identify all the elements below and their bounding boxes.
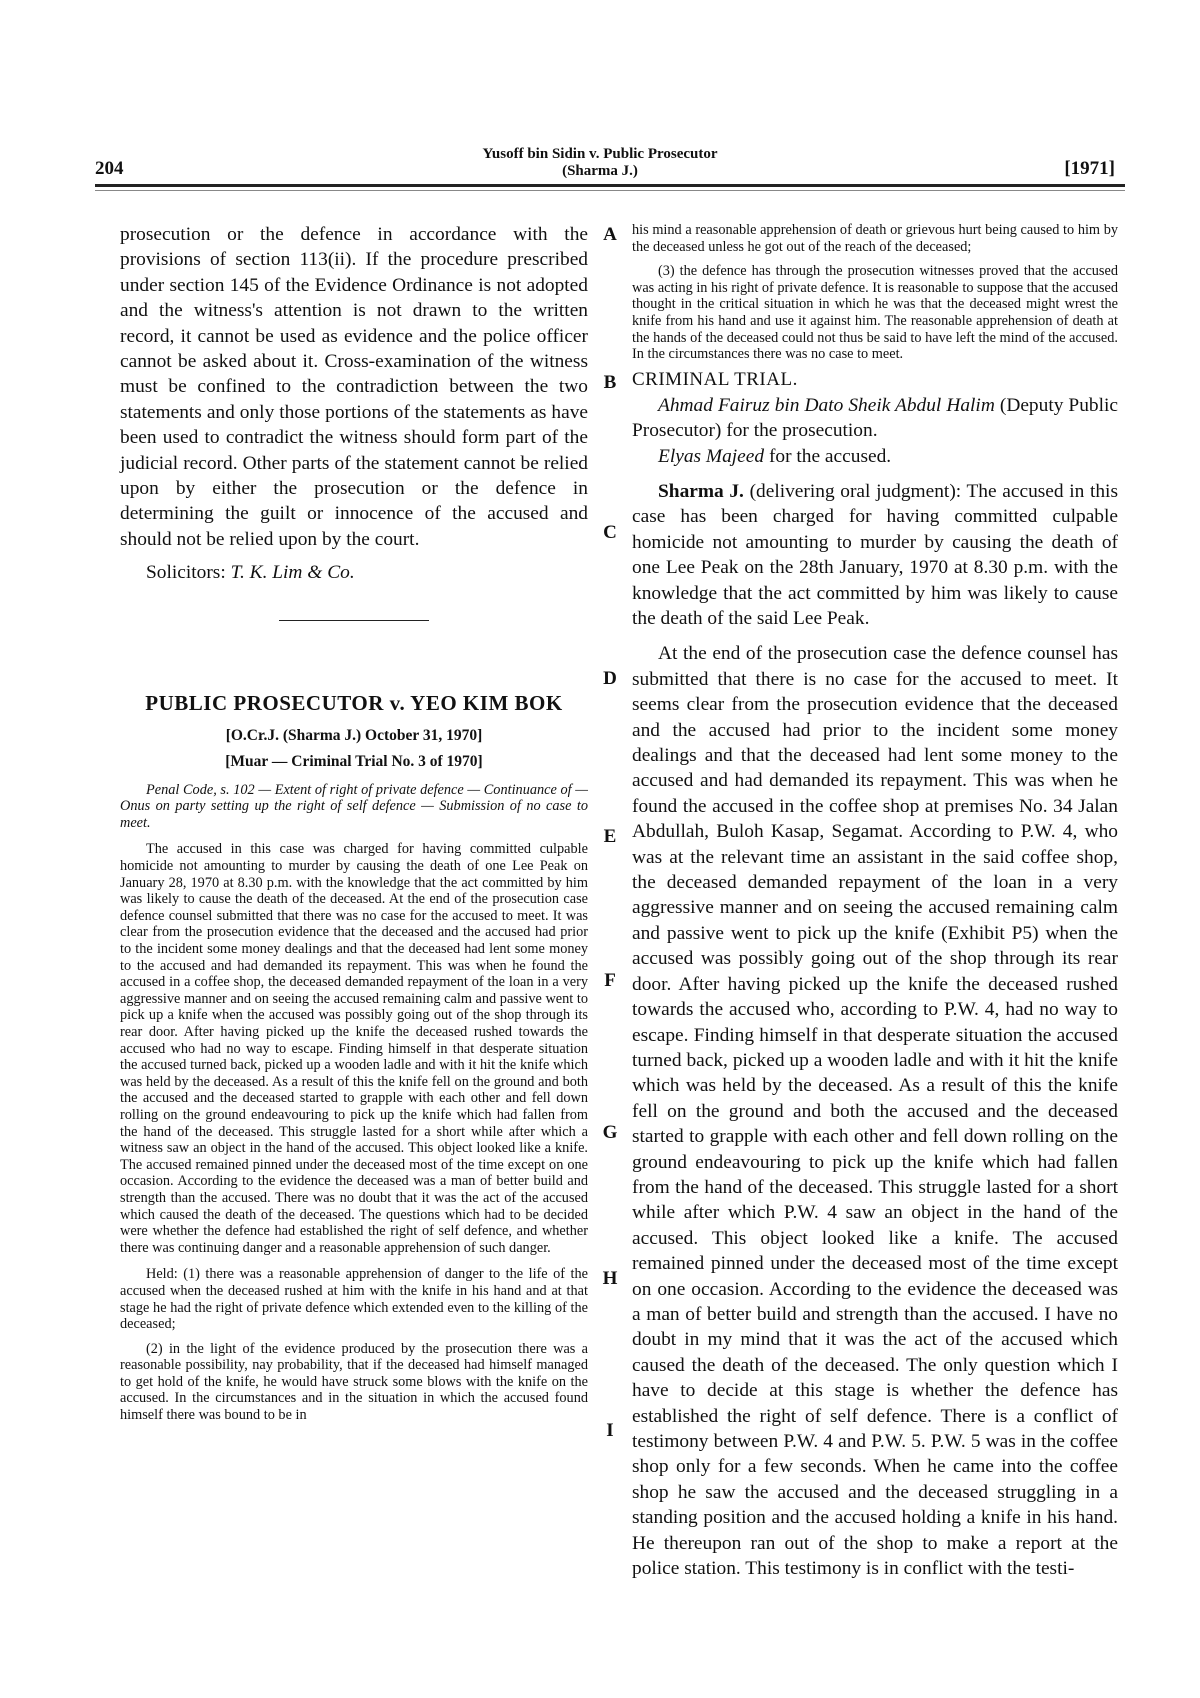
running-head-case: Yusoff bin Sidin v. Public Prosecutor — [482, 146, 718, 162]
margin-letter-g: G — [602, 1122, 618, 1143]
continuation-paragraph: prosecution or the defence in accordance with the provisions of section 113(ii). If the procedure prescribed under section 145 of the Evidence Ordinance is not adopted and the witness's attention is not drawn to the written record, it cannot be used as evidence and the police officer cannot be asked about it. Cross-examination of the witness must be confined to the contradiction between the two statements and only those portions of the statements as have been used to contradict the witness should form part of the judicial record. Other parts of the statement cannot be relied upon by either the prosecution or the defence in determining the guilt or innocence of the accused and should not be relied upon by the court. — [120, 224, 588, 550]
held-2-continued: his mind a reasonable apprehension of death or grievous hurt being caused to him by the deceased unless he got out of the reach of the deceased; — [632, 222, 1118, 255]
page-number: 204 — [95, 158, 124, 179]
margin-letter-f: F — [604, 970, 616, 991]
judgment-judge: Sharma J. — [658, 480, 744, 502]
solicitors-line — [120, 560, 588, 585]
margin-letter-a: A — [603, 224, 617, 245]
defence-counsel-line — [632, 444, 1118, 469]
court-line: [O.Cr.J. (Sharma J.) October 31, 1970] — [225, 726, 483, 744]
margin-letter-c: C — [603, 522, 617, 543]
prosecution-counsel-line — [632, 393, 1118, 444]
right-column — [632, 222, 1118, 1581]
judgment-paragraph-1 — [632, 479, 1118, 631]
solicitors-name: T. K. Lim & Co. — [230, 562, 355, 584]
section-divider — [279, 620, 429, 621]
margin-letter-e: E — [603, 826, 617, 847]
held-1: Held: (1) there was a reasonable apprehension of danger to the life of the accused when the deceased rushed at him with the knife in his hand and at that stage he had the right of private defence which extended even to the killing of the deceased; — [120, 1266, 588, 1333]
margin-letter-i: I — [606, 1420, 614, 1441]
trial-line: [Muar — Criminal Trial No. 3 of 1970] — [225, 752, 483, 770]
margin-letter-d: D — [603, 668, 617, 689]
margin-letter-b: B — [603, 372, 617, 393]
report-year: [1971] — [1064, 158, 1115, 179]
header-rule — [95, 184, 1125, 187]
defence-counsel: Elyas Majeed — [658, 445, 765, 467]
margin-letter-h: H — [602, 1268, 618, 1289]
prosecution-role: (Deputy Public Prosecutor) for the prosecution. — [632, 394, 1118, 442]
solicitors-label: Solicitors: — [146, 562, 226, 584]
held-3: (3) the defence has through the prosecution witnesses proved that the accused was acting in his right of private defence. It is reasonable to suppose that the accused thought in the critical situation in which he was that the deceased might wrest the knife from his hand and use it against him. The reasonable apprehension of death at the hands of the deceased could not thus be said to have left the mind of the accused. In the circumstances there was no case to meet. — [632, 263, 1118, 363]
case-title: PUBLIC PROSECUTOR v. YEO KIM BOK — [145, 690, 563, 715]
prosecution-counsel: Ahmad Fairuz bin Dato Sheik Abdul Halim — [658, 394, 995, 416]
judgment-text-1: (delivering oral judgment): The accused in this case has been charged for having committed culpable homicide not amounting to murder by causing the death of one Lee Peak on the 28th January, 1970 at 8.30 p.m. with the knowledge that the act committed by him was likely to cause the death of the said Lee Peak. — [632, 480, 1118, 629]
judgment-paragraph-2: At the end of the prosecution case the defence counsel has submitted that there is no case for the accused to meet. It seems clear from the prosecution evidence that the deceased and the accused had prior to the incident some money dealings and that the deceased had lent some money to the accused and had demanded its repayment. This was when he found the accused in the coffee shop at premises No. 34 Jalan Abdullah, Buloh Kasap, Segamat. According to P.W. 4, who was at the relevant time an assistant in the said coffee shop, the deceased demanded repayment of the loan in a very aggressive manner and on seeing the accused remaining calm and passive went to pick up the knife (Exhibit P5) when the accused was possibly going out of the shop through its rear door. After having picked up the knife the deceased rushed towards the accused who, according to P.W. 4, had no way to escape. Finding himself in that desperate situation the accused turned back, picked up a wooden ladle and with it hit the knife which was held by the deceased. As a result of this the knife fell on the ground and both the accused and the deceased started to grapple with each other and fell down rolling on the ground endeavouring to pick up the knife which had fallen from the hand of the deceased. This struggle lasted for a short while after which P.W. 4 saw an object in the hand of the accused. This object looked like a knife. The accused remained pinned under the deceased most of the time except on one occasion. According to the evidence the deceased was a man of better build and strength than the accused. I have no doubt in my mind that it was the act of the accused which caused the death of the deceased. The only question which I have to decide at this stage is whether the defence has established the right of self defence. There is a conflict of testimony between P.W. 4 and P.W. 5. P.W. 5 was in the coffee shop only for a few seconds. When he came into the coffee shop he saw the accused and the deceased struggling in a standing position and the accused holding a knife in his hand. He thereupon ran out of the shop to make a report at the police station. This testimony is in conflict with the testi- — [632, 643, 1118, 1580]
held-2: (2) in the light of the evidence produced by the prosecution there was a reasonable possibility, nay probability, that if the deceased had himself managed to get hold of the knife, he would have struck some blows with the knife on the accused. In the circumstances and in the situation in which the accused found himself there was bound to be in — [120, 1340, 588, 1424]
criminal-trial-heading: CRIMINAL TRIAL. — [632, 368, 798, 390]
header-rule-thin — [95, 190, 1125, 191]
running-head — [400, 146, 800, 180]
running-head-judge: (Sharma J.) — [562, 163, 638, 179]
headnote: The accused in this case was charged for having committed culpable homicide not amounting to murder by causing the death of one Lee Peak on January 28, 1970 at 8.30 p.m. with the knowledge that the act committed by him was likely to cause the death of the deceased. At the end of the prosecution case defence counsel submitted that there was no case for the accused to meet. It was clear from the prosecution evidence that the deceased and the accused had prior to the incident some money dealings and that the deceased had lent some money to the accused and had demanded its repayment. This was when he found the accused in a coffee shop, the deceased demanded repayment of the loan in a very aggressive manner and on seeing the accused remaining calm and passive went to pick up a knife when the accused was possibly going out of the shop through its rear door. After having picked up the knife the deceased rushed towards the accused who had no way to escape. Finding himself in that desperate situation the accused turned back, picked up a wooden ladle and with it hit the knife which was held by the deceased. As a result of this the knife fell on the ground and both the accused and the deceased started to grapple with each other and fell down rolling on the ground endeavouring to pick up the knife which had fallen from the hand of the deceased. This struggle lasted for a short while after which a witness saw an object in the hand of the accused. This object looked like a knife. The accused remained pinned under the deceased most of the time except on one occasion. According to the evidence the deceased was a man of better build and strength than the accused. There was no doubt that it was the act of the accused which caused the death of the deceased. The questions which had to be decided were whether the defence had established the right of self defence, and whether there was continuing danger and a reasonable apprehension of such danger. — [120, 841, 588, 1256]
catchwords: Penal Code, s. 102 — Extent of right of private defence — Continuance of — Onus on party setting up the right of self defence — Submission of no case to meet. — [120, 781, 588, 831]
defence-role: for the accused. — [768, 445, 892, 467]
left-column — [120, 222, 588, 1424]
